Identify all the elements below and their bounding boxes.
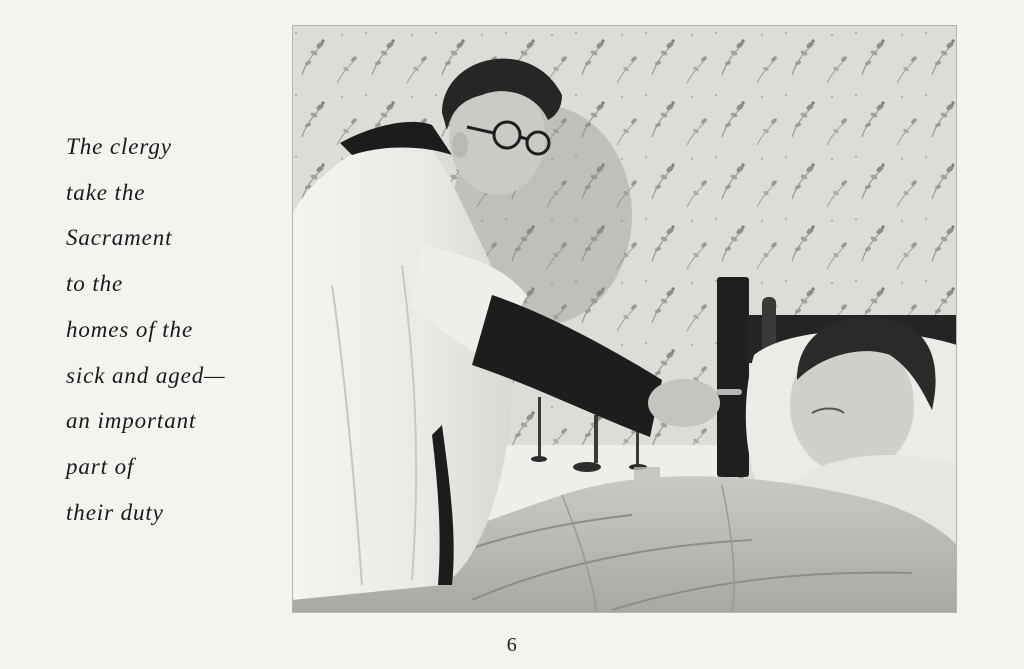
- caption-line: Sacrament: [66, 225, 173, 251]
- caption-line: to the: [66, 271, 124, 297]
- caption-line: part of: [66, 453, 135, 479]
- candle: [594, 415, 598, 463]
- photograph-illustration: [292, 25, 957, 613]
- caption-line: their duty: [66, 499, 164, 525]
- photo-caption: [66, 124, 276, 535]
- priest-hand: [648, 379, 720, 427]
- caption-line: an important: [66, 408, 197, 434]
- caption-line: The clergy: [66, 134, 172, 159]
- photograph: [292, 25, 957, 613]
- caption-line: sick and aged—: [66, 362, 226, 388]
- caption-line: take the: [66, 179, 146, 205]
- caption-line: homes of the: [66, 316, 194, 342]
- candle: [538, 397, 541, 457]
- bed-headboard-post: [717, 277, 749, 477]
- page-number: 6: [506, 634, 518, 656]
